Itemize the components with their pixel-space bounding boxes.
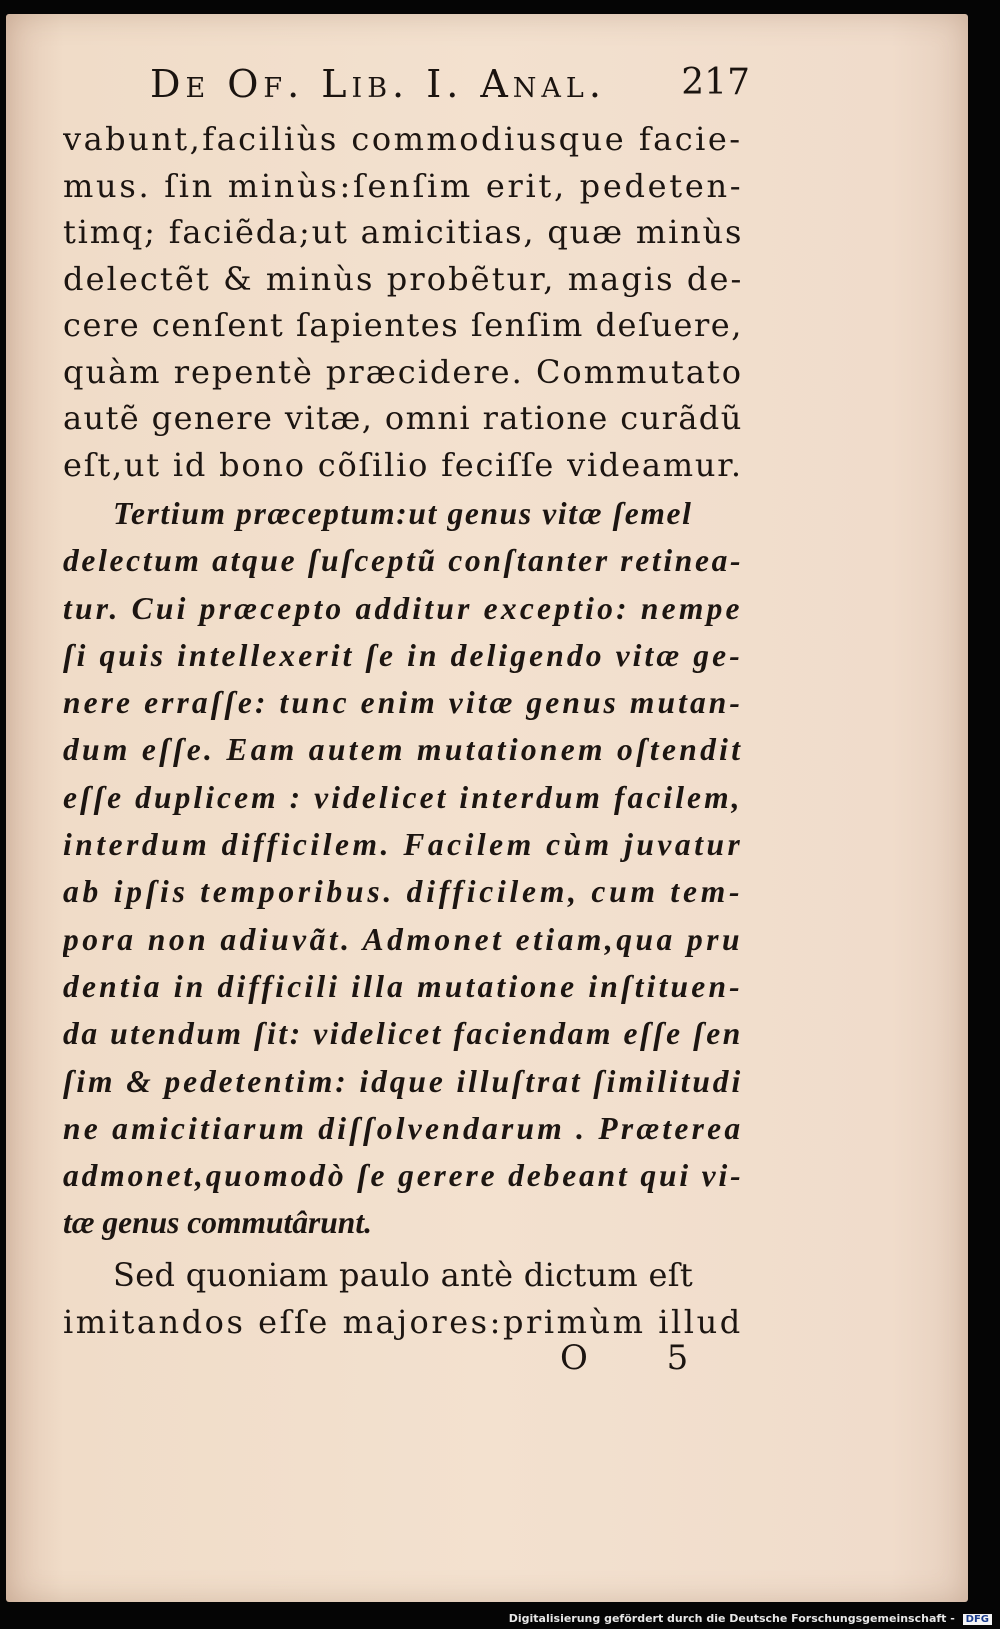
text-line: Tertium præceptum:ut genus vitæ ſemel <box>113 496 693 531</box>
text-line: da utendum ſit: videlicet faciendam eſſe ſen <box>63 1016 743 1052</box>
text-line: eſt,ut id bono cõſilio feciſſe videamur. <box>63 445 743 484</box>
text-line: Sed quoniam paulo antè dictum eſt <box>113 1256 694 1294</box>
signature-mark: O 5 <box>560 1338 723 1378</box>
text-line: vabunt,faciliùs commodiusque facie- <box>63 120 743 158</box>
text-line: admonet,quomodò ſe gerere debeant qui vi- <box>63 1158 743 1194</box>
text-line: imitandos eſſe majores:primùm illud <box>63 1302 743 1341</box>
page-header <box>150 62 750 112</box>
page-number: 217 <box>681 62 750 103</box>
text-line: timq; faciẽda;ut amicitias, quæ minùs <box>63 213 743 251</box>
running-head: De Of. Lib. I. Anal. <box>150 62 606 106</box>
text-line: interdum difficilem. Facilem cùm juvatur <box>63 827 743 863</box>
italic-analysis-paragraph <box>63 490 743 1247</box>
text-line: tæ genus commutârunt. <box>63 1205 372 1241</box>
text-line: pora non adiuvãt. Admonet etiam,qua pru <box>63 921 743 957</box>
text-line: nere erraſſe: tunc enim vitæ genus mutan- <box>63 685 743 721</box>
text-line: autẽ genere vitæ, omni ratione curãdũ <box>63 399 743 437</box>
text-line: dum eſſe. Eam autem mutationem oſtendit <box>63 732 743 768</box>
text-line: delectẽt & minùs probẽtur, magis de- <box>63 259 743 298</box>
text-line: mus. ſin minùs:ſenſim erit, pedeten- <box>63 166 743 205</box>
text-line: delectum atque ſuſceptũ conſtanter retinea- <box>63 543 743 579</box>
text-line: cere cenſent ſapientes ſenſim deſuere, <box>63 306 743 344</box>
text-line: dentia in difficili illa mutatione inſtituen- <box>63 968 743 1004</box>
text-line: ſi quis intellexerit ſe in deligendo vitæ ge- <box>63 637 743 673</box>
text-line: ſim & pedetentim: idque illuſtrat ſimilitudi <box>63 1063 743 1099</box>
roman-paragraph <box>63 116 743 488</box>
text-line: ne amicitiarum diſſolvendarum . Præterea <box>63 1110 743 1146</box>
credit-text: Digitalisierung gefördert durch die Deutsche Forschungsgemeinschaft - <box>508 1612 955 1625</box>
roman-paragraph-2 <box>63 1252 743 1345</box>
text-line: ab ipſis temporibus. difficilem, cum tem- <box>63 874 743 910</box>
digitization-credit <box>509 1612 992 1625</box>
text-line: tur. Cui præcepto additur exceptio: nempe <box>63 590 743 626</box>
dfg-logo: DFG <box>963 1614 992 1625</box>
text-line: quàm repentè præcidere. Commutato <box>63 352 743 391</box>
text-line: eſſe duplicem : videlicet interdum facilem, <box>63 779 743 815</box>
